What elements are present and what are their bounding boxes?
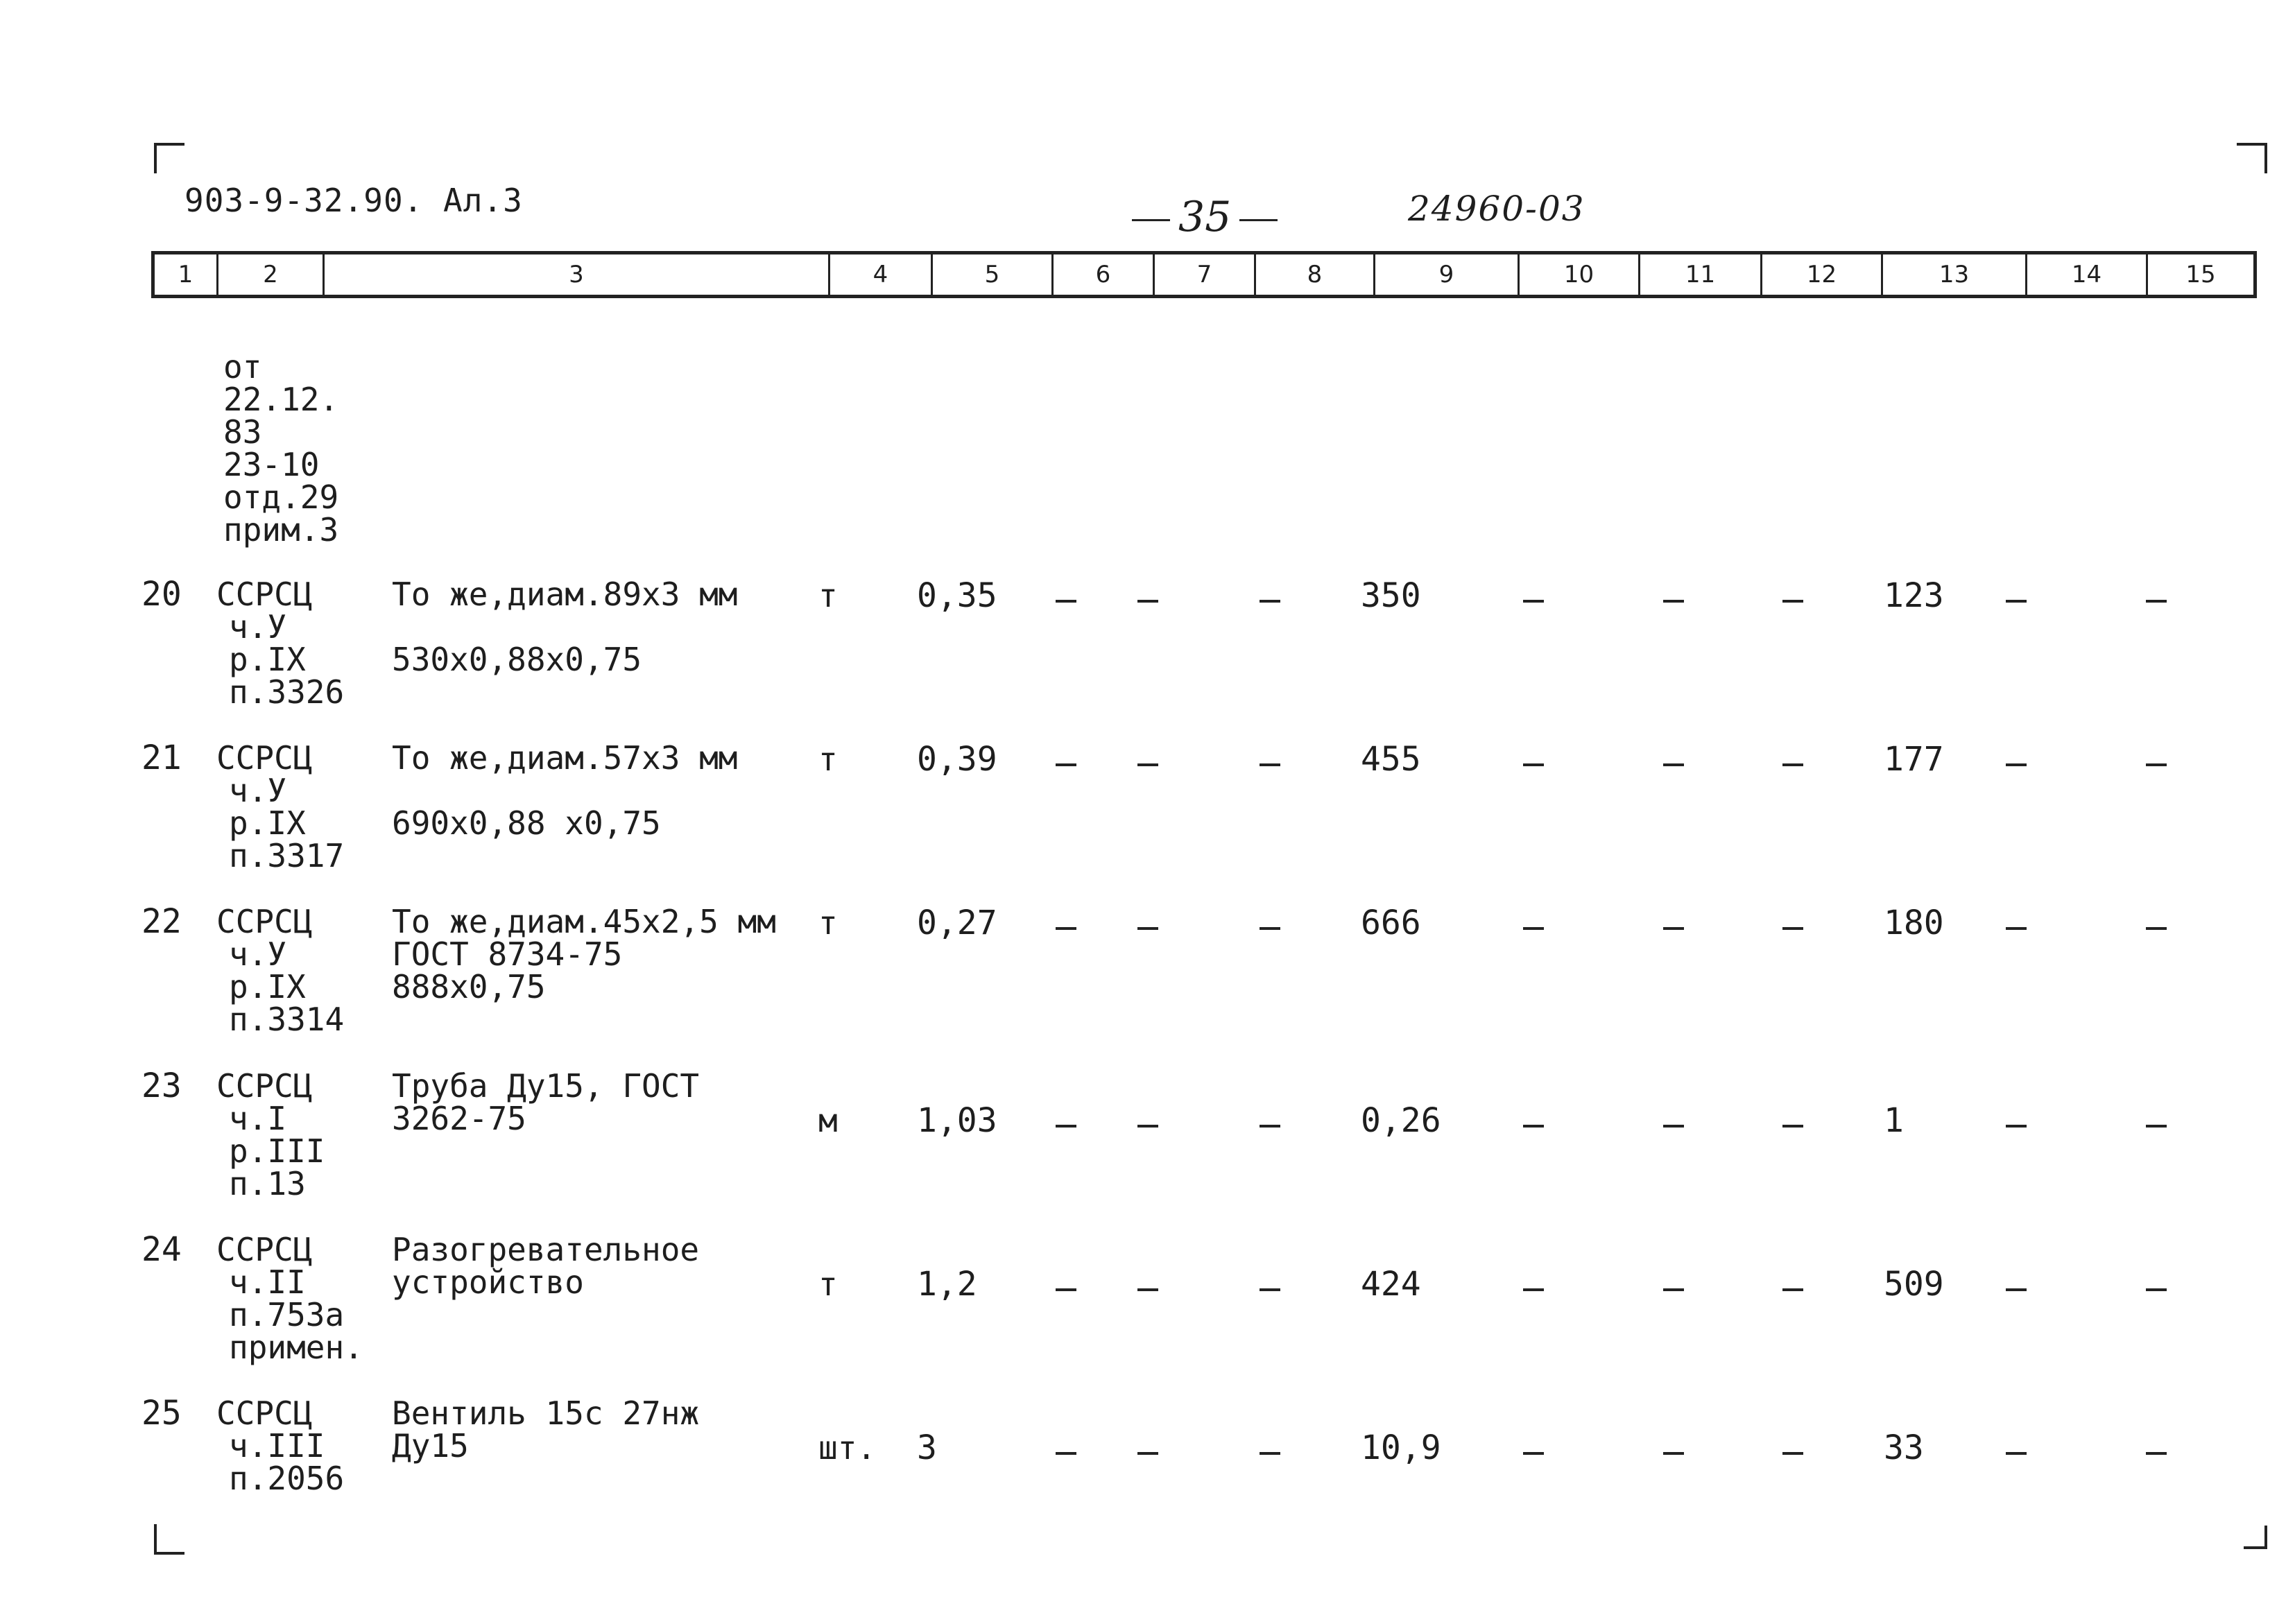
dash-c14 bbox=[2006, 927, 2027, 930]
dash-c10 bbox=[1523, 763, 1544, 766]
value-cell-13: 1 bbox=[1884, 1101, 1904, 1140]
dash-c8 bbox=[1260, 600, 1280, 603]
row-number: 25 bbox=[141, 1394, 182, 1433]
unit-cell: т bbox=[818, 1265, 838, 1303]
column-header-8: 8 bbox=[1256, 254, 1375, 295]
value-cell-9: 424 bbox=[1361, 1265, 1421, 1304]
dash-c15 bbox=[2146, 927, 2167, 930]
value-cell-13: 180 bbox=[1884, 904, 1944, 942]
quantity-cell: 3 bbox=[917, 1428, 937, 1467]
dash-c14 bbox=[2006, 1125, 2027, 1128]
dash-c12 bbox=[1782, 1452, 1803, 1455]
description-line: Труба Ду15, ГОСТ bbox=[392, 1067, 700, 1105]
dash-c10 bbox=[1523, 600, 1544, 603]
value-cell-9: 455 bbox=[1361, 740, 1421, 779]
dash-c7 bbox=[1137, 1125, 1158, 1128]
dash-c11 bbox=[1663, 1288, 1684, 1291]
carryover-line: 22.12. bbox=[223, 381, 339, 418]
description-line: 690х0,88 х0,75 bbox=[392, 804, 661, 842]
document-code: 903-9-32.90. Ал.3 bbox=[184, 182, 523, 219]
column-header-row bbox=[151, 251, 2257, 298]
dash-c10 bbox=[1523, 1452, 1544, 1455]
description-line: 3262-75 bbox=[392, 1100, 526, 1137]
corner-mark-top-left bbox=[154, 143, 184, 173]
corner-mark-bottom-right bbox=[2244, 1526, 2267, 1549]
price-code-line: ССРСЦ bbox=[216, 1231, 313, 1268]
dash-c7 bbox=[1137, 1288, 1158, 1291]
dash-c12 bbox=[1782, 1288, 1803, 1291]
dash-c6 bbox=[1056, 763, 1076, 766]
dash-c14 bbox=[2006, 600, 2027, 603]
dash-c15 bbox=[2146, 600, 2167, 603]
column-header-11: 11 bbox=[1640, 254, 1762, 295]
column-header-9: 9 bbox=[1375, 254, 1520, 295]
dash-c7 bbox=[1137, 763, 1158, 766]
description-line: То же,диам.89х3 мм bbox=[392, 576, 738, 613]
price-code-line: ч.III bbox=[229, 1427, 325, 1465]
dash-c8 bbox=[1260, 1125, 1280, 1128]
dash-c14 bbox=[2006, 763, 2027, 766]
price-code-line: ч.У bbox=[229, 935, 287, 973]
column-header-6: 6 bbox=[1054, 254, 1155, 295]
description-line: 888х0,75 bbox=[392, 968, 546, 1005]
carryover-line: от bbox=[223, 348, 262, 386]
page-number bbox=[1124, 193, 1286, 241]
price-code-line: ч.II bbox=[229, 1263, 306, 1301]
dash-c12 bbox=[1782, 927, 1803, 930]
dash-c11 bbox=[1663, 600, 1684, 603]
dash-c8 bbox=[1260, 1452, 1280, 1455]
dash-c11 bbox=[1663, 1125, 1684, 1128]
column-header-5: 5 bbox=[933, 254, 1054, 295]
carryover-line: прим.3 bbox=[223, 511, 339, 548]
price-code-line: п.753а bbox=[229, 1296, 345, 1333]
dash-c8 bbox=[1260, 1288, 1280, 1291]
unit-cell: м bbox=[818, 1102, 838, 1139]
dash-c10 bbox=[1523, 1288, 1544, 1291]
value-cell-9: 666 bbox=[1361, 904, 1421, 942]
price-code-line: ССРСЦ bbox=[216, 903, 313, 940]
value-cell-13: 33 bbox=[1884, 1428, 1924, 1467]
price-code-line: примен. bbox=[229, 1329, 363, 1366]
price-code-line: ССРСЦ bbox=[216, 739, 313, 777]
dash-c7 bbox=[1137, 927, 1158, 930]
dash-c11 bbox=[1663, 1452, 1684, 1455]
price-code-line: ч.I bbox=[229, 1100, 287, 1137]
corner-mark-top-right bbox=[2237, 143, 2267, 173]
row-number: 23 bbox=[141, 1066, 182, 1105]
dash-c12 bbox=[1782, 600, 1803, 603]
unit-cell: т bbox=[818, 741, 838, 778]
price-code-line: р.IX bbox=[229, 804, 306, 842]
column-header-2: 2 bbox=[218, 254, 325, 295]
dash-c14 bbox=[2006, 1288, 2027, 1291]
price-code-line: ССРСЦ bbox=[216, 1067, 313, 1105]
quantity-cell: 1,03 bbox=[917, 1101, 997, 1140]
column-header-4: 4 bbox=[830, 254, 933, 295]
row-number: 22 bbox=[141, 902, 182, 941]
dash-c15 bbox=[2146, 1288, 2167, 1291]
dash-c12 bbox=[1782, 763, 1803, 766]
column-header-7: 7 bbox=[1155, 254, 1256, 295]
column-header-1: 1 bbox=[155, 254, 218, 295]
price-code-line: п.13 bbox=[229, 1165, 306, 1202]
dash-c6 bbox=[1056, 1125, 1076, 1128]
dash-c8 bbox=[1260, 927, 1280, 930]
price-code-line: ч.У bbox=[229, 608, 287, 646]
column-header-10: 10 bbox=[1520, 254, 1640, 295]
price-code-line: ССРСЦ bbox=[216, 576, 313, 613]
dash-c10 bbox=[1523, 1125, 1544, 1128]
value-cell-9: 10,9 bbox=[1361, 1428, 1441, 1467]
dash-c8 bbox=[1260, 763, 1280, 766]
corner-mark-bottom-left bbox=[154, 1524, 184, 1555]
dash-c15 bbox=[2146, 763, 2167, 766]
description-line: Вентиль 15с 27нж bbox=[392, 1394, 700, 1432]
price-code-line: п.3314 bbox=[229, 1001, 345, 1038]
dash-c6 bbox=[1056, 600, 1076, 603]
price-code-line: ССРСЦ bbox=[216, 1394, 313, 1432]
page-number-value: 35 bbox=[1178, 193, 1232, 241]
dash-c10 bbox=[1523, 927, 1544, 930]
inventory-number: 24960-03 bbox=[1408, 189, 1585, 229]
row-number: 20 bbox=[141, 575, 182, 614]
price-code-line: р.III bbox=[229, 1132, 325, 1170]
dash-c11 bbox=[1663, 927, 1684, 930]
price-code-line: р.IX bbox=[229, 968, 306, 1005]
description-line: Разогревательное bbox=[392, 1231, 700, 1268]
description-line: То же,диам.57х3 мм bbox=[392, 739, 738, 777]
price-code-line: ч.У bbox=[229, 772, 287, 809]
dash-c7 bbox=[1137, 1452, 1158, 1455]
dash-c7 bbox=[1137, 600, 1158, 603]
column-header-12: 12 bbox=[1762, 254, 1883, 295]
description-line: Ду15 bbox=[392, 1427, 469, 1465]
unit-cell: т bbox=[818, 904, 838, 942]
column-header-13: 13 bbox=[1883, 254, 2027, 295]
quantity-cell: 0,35 bbox=[917, 576, 997, 615]
description-line: То же,диам.45х2,5 мм bbox=[392, 903, 776, 940]
description-line: 530х0,88х0,75 bbox=[392, 641, 642, 678]
unit-cell: т bbox=[818, 577, 838, 614]
dash-c15 bbox=[2146, 1452, 2167, 1455]
description-line: устройство bbox=[392, 1263, 584, 1301]
dash-c14 bbox=[2006, 1452, 2027, 1455]
column-header-14: 14 bbox=[2027, 254, 2148, 295]
price-code-line: п.3326 bbox=[229, 673, 345, 711]
column-header-3: 3 bbox=[325, 254, 830, 295]
price-code-line: п.3317 bbox=[229, 837, 345, 874]
dash-c6 bbox=[1056, 927, 1076, 930]
price-code-line: п.2056 bbox=[229, 1460, 345, 1497]
carryover-line: 83 bbox=[223, 413, 262, 451]
column-header-15: 15 bbox=[2185, 261, 2216, 288]
quantity-cell: 1,2 bbox=[917, 1265, 977, 1304]
value-cell-9: 0,26 bbox=[1361, 1101, 1441, 1140]
dash-c12 bbox=[1782, 1125, 1803, 1128]
value-cell-13: 177 bbox=[1884, 740, 1944, 779]
value-cell-13: 509 bbox=[1884, 1265, 1944, 1304]
unit-cell: шт. bbox=[818, 1429, 877, 1467]
value-cell-13: 123 bbox=[1884, 576, 1944, 615]
dash-c6 bbox=[1056, 1288, 1076, 1291]
description-line: ГОСТ 8734-75 bbox=[392, 935, 623, 973]
quantity-cell: 0,27 bbox=[917, 904, 997, 942]
row-number: 21 bbox=[141, 738, 182, 777]
carryover-line: 23-10 bbox=[223, 446, 320, 483]
dash-c15 bbox=[2146, 1125, 2167, 1128]
carryover-line: отд.29 bbox=[223, 478, 339, 516]
row-number: 24 bbox=[141, 1230, 182, 1269]
dash-c11 bbox=[1663, 763, 1684, 766]
dash-c6 bbox=[1056, 1452, 1076, 1455]
value-cell-9: 350 bbox=[1361, 576, 1421, 615]
price-code-line: р.IX bbox=[229, 641, 306, 678]
quantity-cell: 0,39 bbox=[917, 740, 997, 779]
